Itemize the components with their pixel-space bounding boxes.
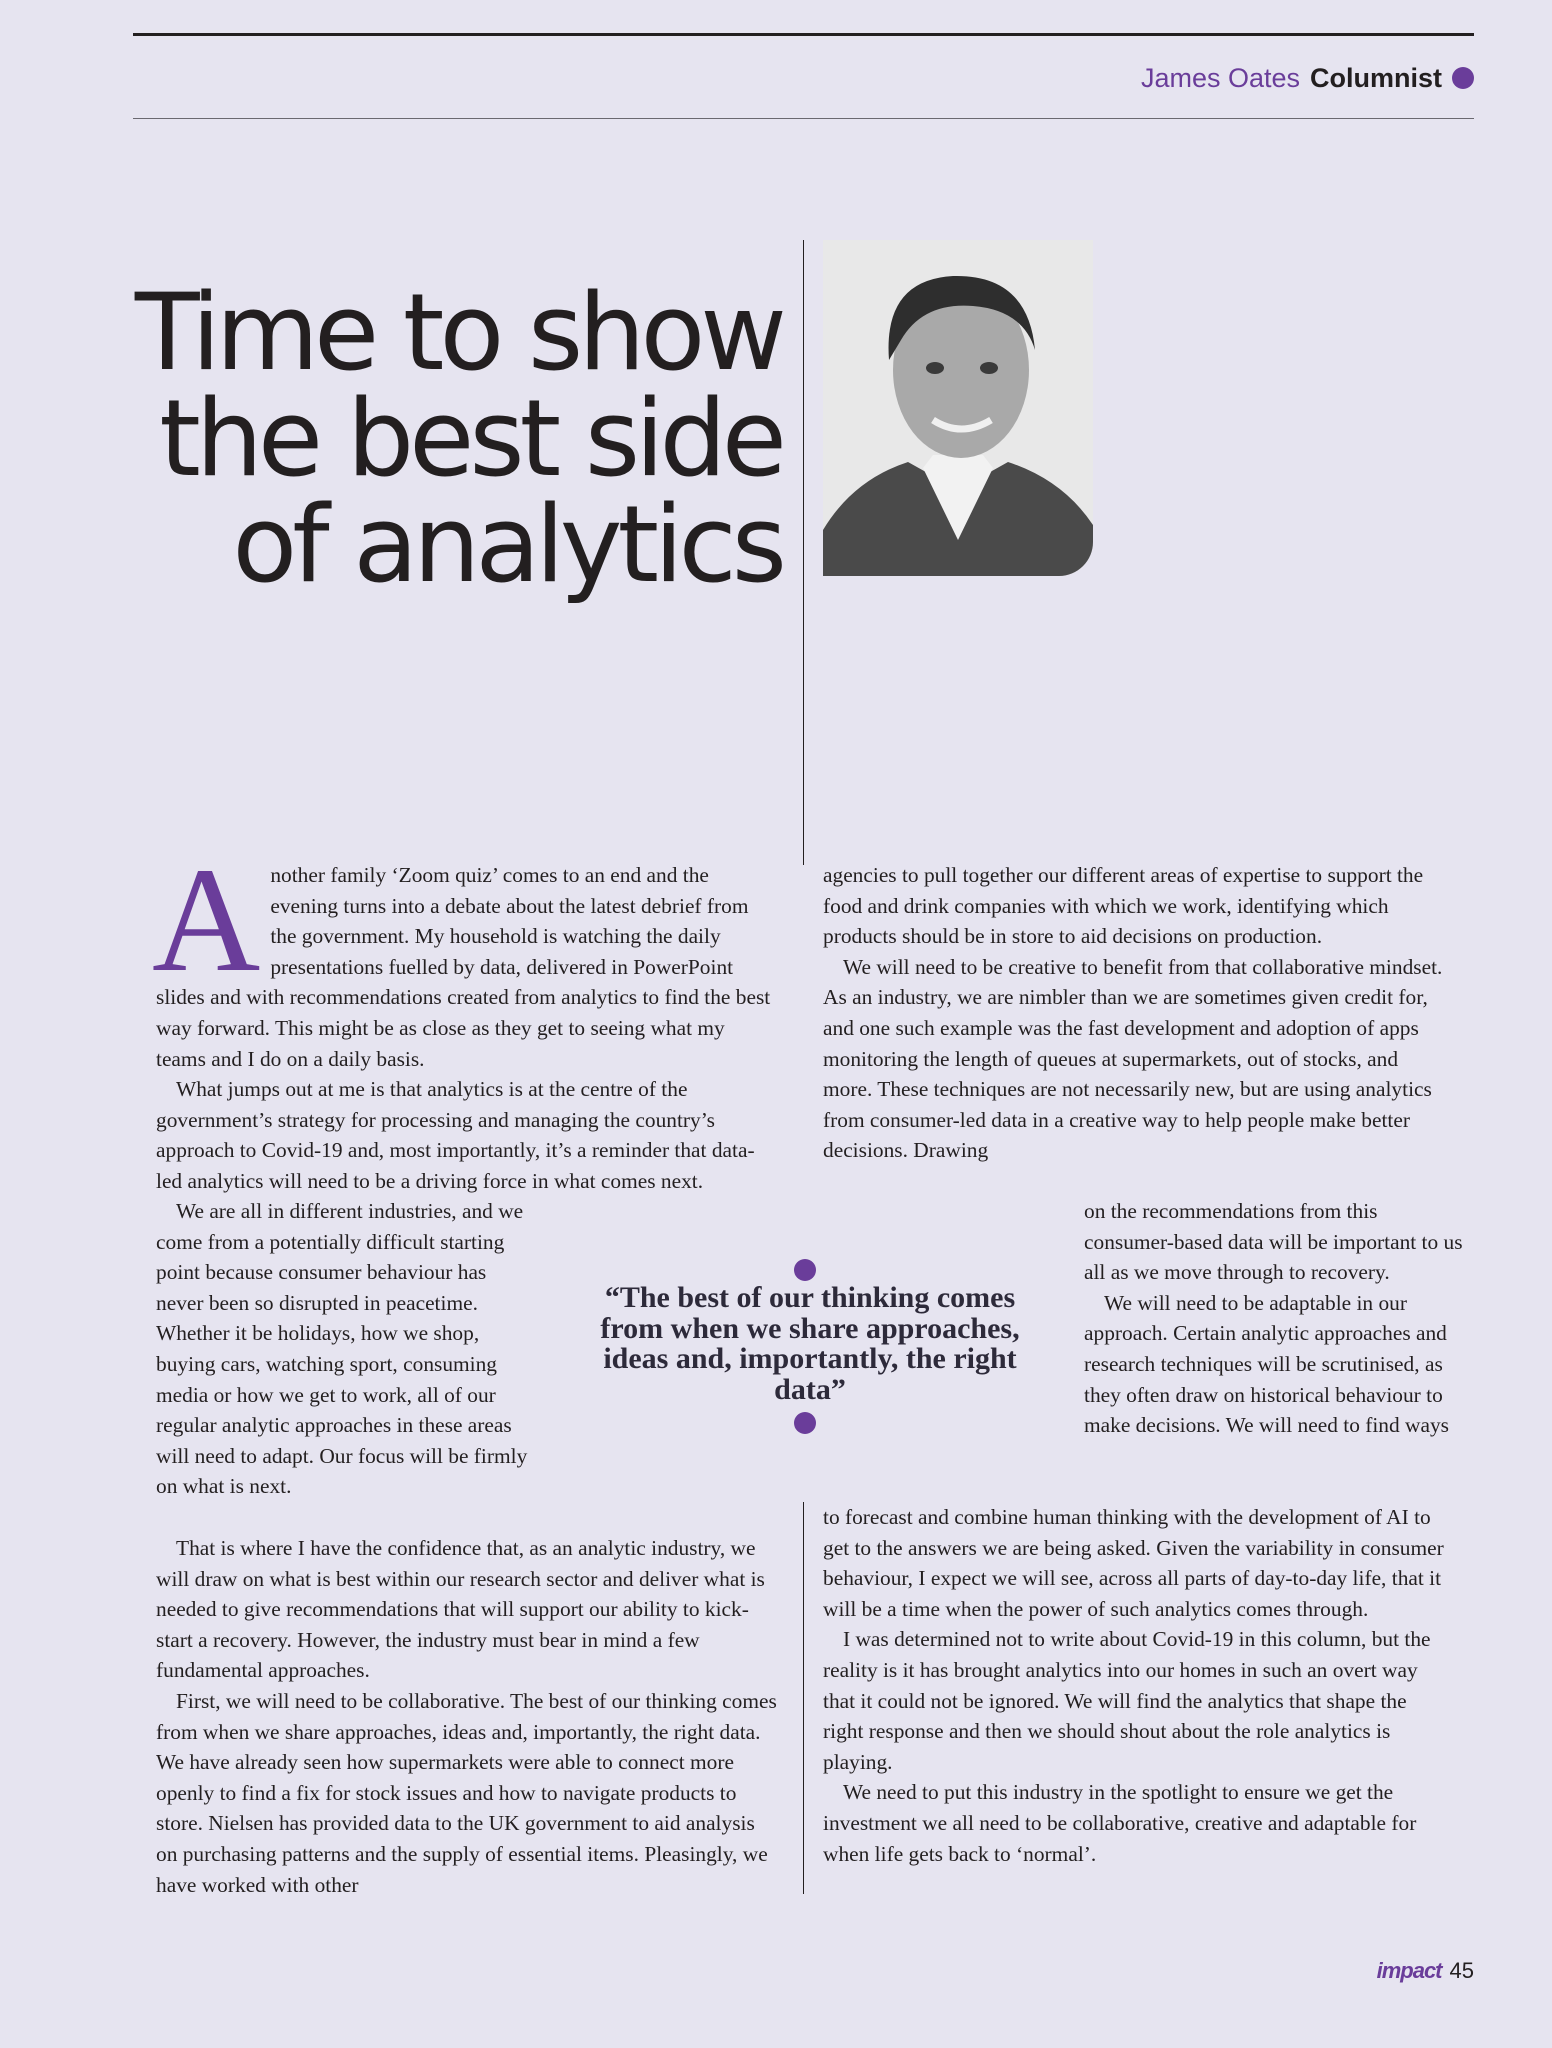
body-column-left-middle — [156, 1196, 536, 1502]
paragraph-3: We are all in different industries, and we come from a potentially difficult starting point because consumer behaviour has never been so disrupted in peacetime. Whether it be holidays, how we shop, buying cars, watching sport, consuming media or how we get to work, all of our regular analytic approaches in these areas will need to adapt. Our focus will be firmly on what is next. — [156, 1199, 528, 1499]
author-name: James Oates — [1140, 62, 1300, 93]
body-column-right-bottom — [823, 1502, 1445, 1869]
body-column-left-bottom — [156, 1533, 778, 1900]
paragraph-6-continued: on the recommendations from this consumer-based data will be important to us all as we move through to recovery. — [1084, 1199, 1463, 1285]
author-portrait — [823, 240, 1093, 576]
paragraph-2: What jumps out at me is that analytics is at the centre of the government’s strategy for processing and managing the country’s approach to Covid-19 and, most importantly, it’s a reminder that data-led analytics will need to be a driving force in what comes next. — [156, 1077, 755, 1193]
magazine-brand: impact — [1376, 1958, 1442, 1983]
column-divider-lower — [803, 1502, 804, 1894]
column-role: Columnist — [1310, 62, 1442, 93]
top-rule — [133, 33, 1474, 36]
body-column-left-top — [152, 837, 778, 1197]
column-divider — [803, 240, 804, 865]
column-header — [1141, 58, 1474, 98]
paragraph-6: We will need to be creative to benefit from that collaborative mindset. As an industry, we are nimbler than we are sometimes given credit for, and one such example was the fast development and adoption of apps monitoring the length of queues at supermarkets, out of stocks, and more. These techniques are not necessarily new, but are using analytics from consumer-led data in a creative way to help people make better decisions. Drawing — [823, 954, 1443, 1163]
paragraph-5: First, we will need to be collaborative. The best of our thinking comes from when we share approaches, ideas and, importantly, the right data. We have already seen how supermarkets were able to connect more openly to find a fix for stock issues and how to navigate products to store. Nielsen has provided data to the UK government to aid analysis on purchasing patterns and the supply of essential items. Pleasingly, we have worked with other — [156, 1688, 777, 1897]
pull-quote-dot-bottom-icon — [794, 1412, 816, 1434]
paragraph-7: We will need to be adaptable in our approach. Certain analytic approaches and research techniques will be scrutinised, as they often draw on historical behaviour to make decisions. We will need to find ways — [1084, 1290, 1450, 1438]
paragraph-7-continued: to forecast and combine human thinking with the development of AI to get to the answers we are being asked. Given the variability in consumer behaviour, I expect we will see, across all parts of day-to-day life, that it will be a time when the power of such analytics comes through. — [823, 1505, 1444, 1621]
paragraph-9: We need to put this industry in the spotlight to ensure we get the investment we all need to be collaborative, creative and adaptable for when life gets back to ‘normal’. — [823, 1780, 1417, 1866]
body-column-right-top — [823, 860, 1445, 1166]
body-column-right-middle — [1084, 1196, 1464, 1441]
header-dot-icon — [1452, 67, 1474, 89]
article-headline: Time to show the best side of analytics — [134, 271, 782, 606]
header-rule — [133, 118, 1474, 119]
page-number: 45 — [1449, 1958, 1474, 1983]
dropcap: A — [152, 837, 261, 1003]
paragraph-8: I was determined not to write about Covid-19 in this column, but the reality is it has brought analytics into our homes in such an overt way that it could not be ignored. We will find the analytics that shape the right response and then we should shout about the role analytics is playing. — [823, 1627, 1431, 1774]
page-footer — [1377, 1958, 1474, 1984]
paragraph-5-continued: agencies to pull together our different areas of expertise to support the food and drink companies with which we work, identifying which products should be in store to aid decisions on production. — [823, 863, 1424, 949]
paragraph-1: nother family ‘Zoom quiz’ comes to an end and the evening turns into a debate about the latest debrief from the government. My household is watching the daily presentations fuelled by data, delivered in PowerPoint slides and with recommendations created from analytics to find the best way forward. This might be as close as they get to seeing what my teams and I do on a daily basis. — [156, 863, 771, 1071]
portrait-photo-icon — [823, 240, 1093, 576]
pull-quote-dot-top-icon — [794, 1259, 816, 1281]
paragraph-4: That is where I have the confidence that, as an analytic industry, we will draw on what is best within our research sector and deliver what is needed to give recommendations that will support our ability to kick-start a recovery. However, the industry must bear in mind a few fundamental approaches. — [156, 1536, 765, 1683]
pull-quote: “The best of our thinking comes from when we share approaches, ideas and, importantly, the right data” — [600, 1281, 1020, 1406]
